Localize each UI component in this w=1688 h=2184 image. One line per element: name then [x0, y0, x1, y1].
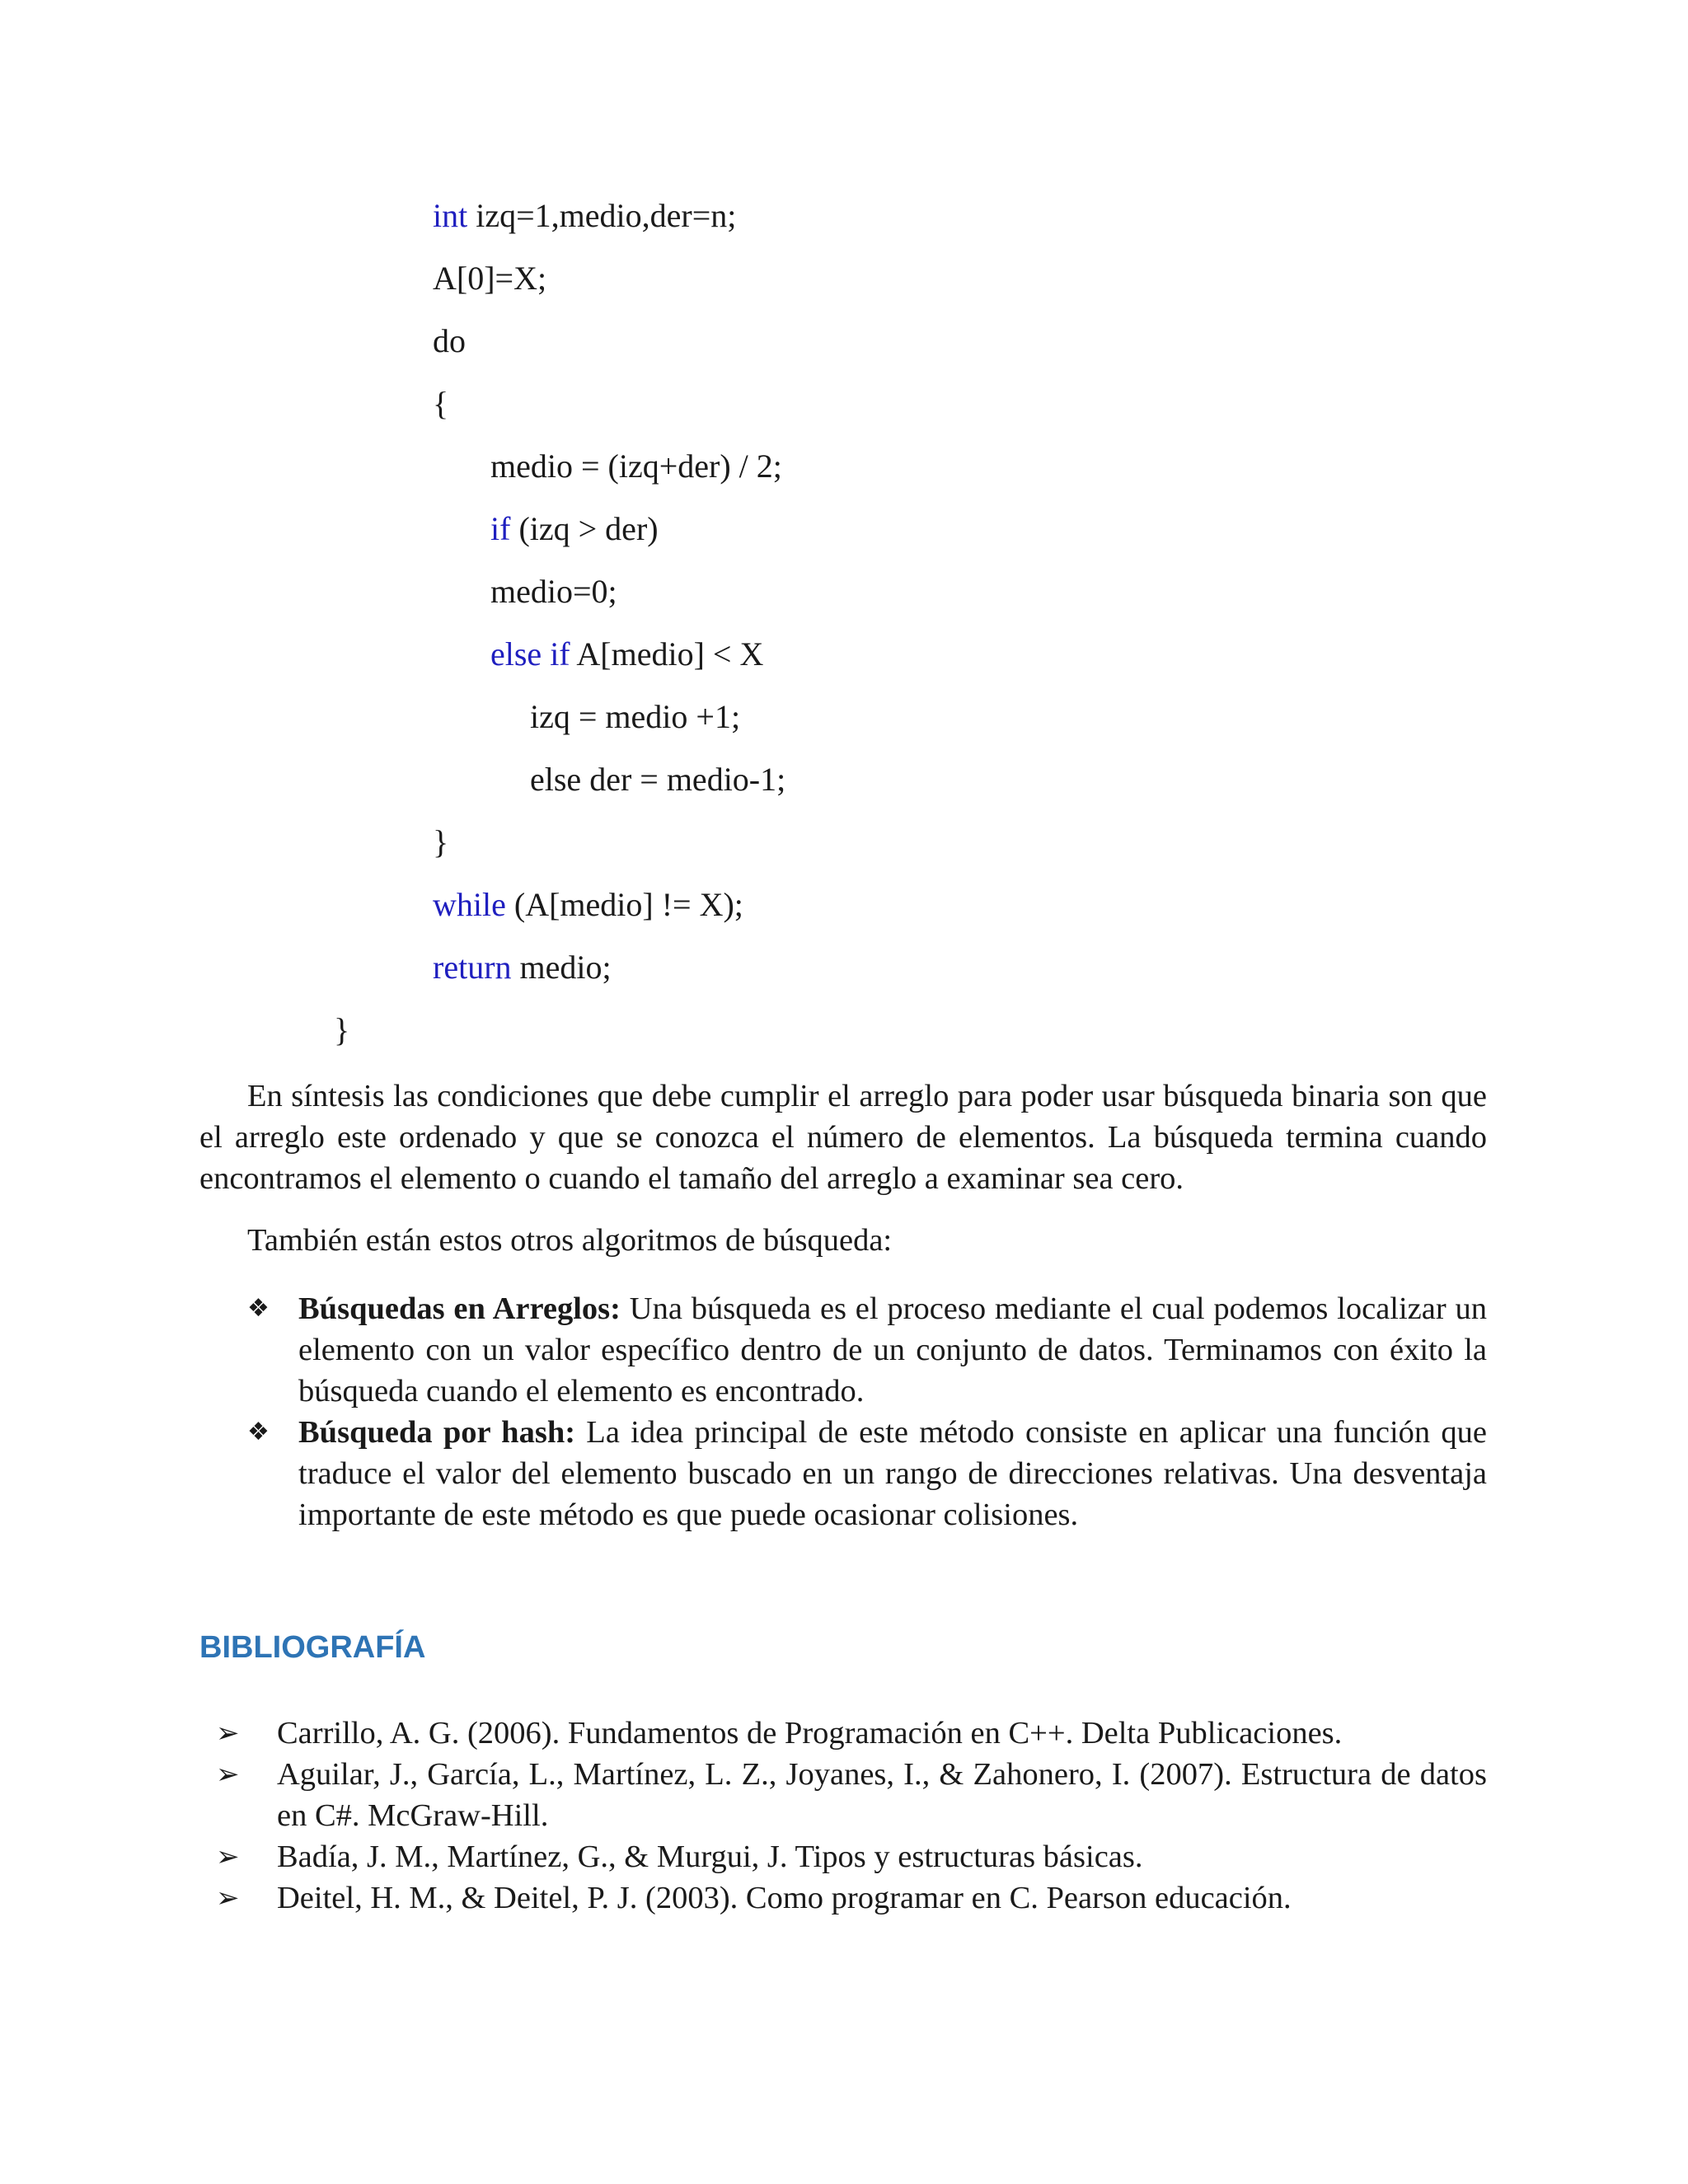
code-line: medio = (izq+der) / 2;: [490, 448, 782, 485]
arrow-bullet-icon: ➢: [216, 1840, 240, 1873]
code-line: {: [433, 385, 449, 422]
bibliography-heading: BIBLIOGRAFÍA: [199, 1630, 426, 1665]
bibliography-item: ➢ Deitel, H. M., & Deitel, P. J. (2003). Como programar en C. Pearson educación.: [216, 1877, 1487, 1919]
arrow-bullet-icon: ➢: [216, 1882, 240, 1915]
others-intro: También están estos otros algoritmos de búsqueda:: [247, 1223, 893, 1258]
synthesis-paragraph: En síntesis las condiciones que debe cumplir el arreglo para poder usar búsqueda binaria son que el arreglo este ordenado y que se conozca el número de elementos. La búsqueda termina cuando encontramos el elemento o cuando el tamaño del arreglo a examinar sea cero.: [199, 1079, 1487, 1196]
code-keyword: int: [433, 197, 468, 234]
code-line: return medio;: [433, 949, 612, 986]
diamond-bullet-icon: ❖: [247, 1418, 270, 1446]
bibliography-item: ➢ Badía, J. M., Martínez, G., & Murgui, J. Tipos y estructuras básicas.: [216, 1836, 1487, 1877]
code-line: izq = medio +1;: [530, 698, 741, 735]
code-line: A[0]=X;: [433, 260, 547, 297]
code-keyword: if: [490, 510, 511, 547]
diamond-bullet-icon: ❖: [247, 1294, 270, 1323]
code-line: do: [433, 322, 466, 359]
code-line: }: [334, 1011, 350, 1048]
code-line: else der = medio-1;: [530, 761, 786, 798]
code-keyword: while: [433, 886, 506, 923]
bibliography-item: ➢ Carrillo, A. G. (2006). Fundamentos de Programación en C++. Delta Publicaciones.: [216, 1713, 1487, 1754]
code-keyword: else if: [490, 635, 570, 673]
arrow-bullet-icon: ➢: [216, 1717, 240, 1750]
arrow-bullet-icon: ➢: [216, 1758, 240, 1791]
code-line: if (izq > der): [490, 510, 659, 547]
list-item: ❖ Búsqueda por hash: La idea principal de este método consiste en aplicar una función que traduce el valor del elemento buscado en un rango de direcciones relativas. Una desventaja importante de este método es que puede ocasionar colisiones.: [247, 1412, 1487, 1535]
bibliography-list: [216, 1713, 1487, 1919]
list-item: ❖ Búsquedas en Arreglos: Una búsqueda es el proceso mediante el cual podemos localizar un elemento con un valor específico dentro de un conjunto de datos. Terminamos con éxito la búsqueda cuando el elemento es encontrado.: [247, 1288, 1487, 1412]
search-algorithms-list: [247, 1288, 1487, 1535]
code-line: else if A[medio] < X: [490, 635, 764, 673]
bibliography-item: ➢ Aguilar, J., García, L., Martínez, L. Z., Joyanes, I., & Zahonero, I. (2007). Estructura de datos en C#. McGraw-Hill.: [216, 1754, 1487, 1836]
code-line: }: [433, 823, 449, 860]
code-line: int izq=1,medio,der=n;: [433, 197, 737, 234]
code-line: while (A[medio] != X);: [433, 886, 743, 923]
code-line: medio=0;: [490, 573, 617, 610]
code-keyword: return: [433, 949, 512, 986]
